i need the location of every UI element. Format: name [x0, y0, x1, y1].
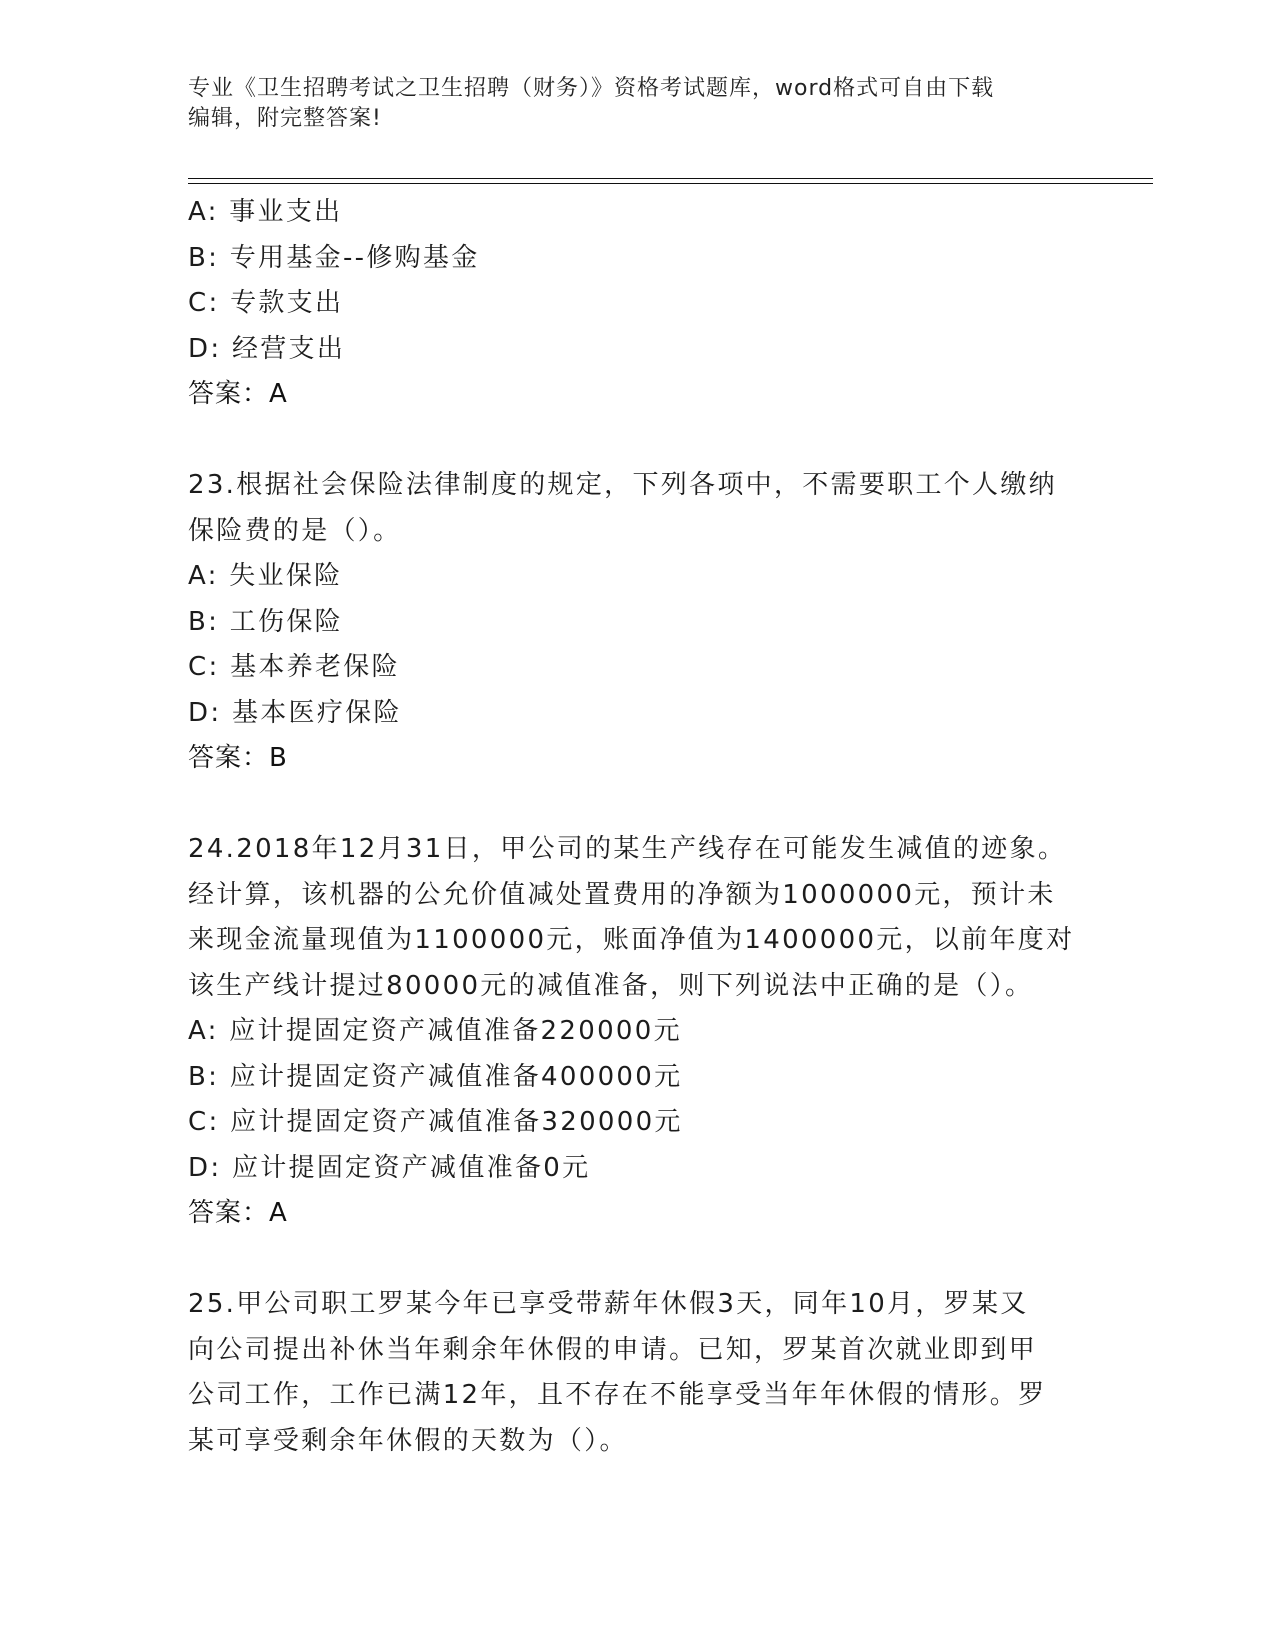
- option-a: A: 事业支出: [188, 197, 343, 227]
- option-d: D: 经营支出: [188, 333, 346, 364]
- option-b: B: 应计提固定资产减值准备400000元: [188, 1061, 683, 1092]
- question-list: [188, 190, 1088, 1464]
- question-24: [188, 827, 1088, 1237]
- option-d: D: 基本医疗保险: [188, 697, 402, 728]
- question-stem-line: 该生产线计提过80000元的减值准备，则下列说法中正确的是（）。: [188, 970, 1034, 1001]
- option-c: C: 基本养老保险: [188, 652, 400, 682]
- question-stem-line: 向公司提出补休当年剩余年休假的申请。已知，罗某首次就业即到甲: [188, 1334, 1038, 1365]
- option-b: B: 专用基金--修购基金: [188, 242, 480, 273]
- document-header: [188, 74, 1088, 134]
- question-stem-line: 25.甲公司职工罗某今年已享受带薪年休假3天，同年10月，罗某又: [188, 1289, 1029, 1319]
- question-stem-line: 24.2018年12月31日，甲公司的某生产线存在可能发生减值的迹象。: [188, 834, 1067, 864]
- question-22: [188, 190, 1088, 418]
- header-line-2: 编辑，附完整答案!: [188, 106, 382, 131]
- question-stem-line: 23.根据社会保险法律制度的规定，下列各项中，不需要职工个人缴纳: [188, 470, 1057, 500]
- question-25: [188, 1282, 1088, 1464]
- option-a: A: 应计提固定资产减值准备220000元: [188, 1016, 682, 1046]
- question-stem-line: 保险费的是（）。: [188, 515, 402, 546]
- question-spacer: [188, 418, 1088, 464]
- question-spacer: [188, 1237, 1088, 1283]
- question-spacer: [188, 782, 1088, 828]
- question-23: [188, 463, 1088, 782]
- answer: 答案：A: [188, 379, 288, 409]
- header-line-1: 专业《卫生招聘考试之卫生招聘（财务）》资格考试题库，word格式可自由下载: [188, 76, 995, 101]
- question-stem-line: 经计算，该机器的公允价值减处置费用的净额为1000000元，预计未: [188, 879, 1056, 910]
- option-b: B: 工伤保险: [188, 606, 343, 637]
- option-c: C: 专款支出: [188, 288, 344, 318]
- header-divider-bottom: [188, 183, 1153, 184]
- question-stem-line: 来现金流量现值为1100000元，账面净值为1400000元，以前年度对: [188, 925, 1075, 955]
- option-c: C: 应计提固定资产减值准备320000元: [188, 1107, 683, 1137]
- question-stem-line: 公司工作，工作已满12年，且不存在不能享受当年年休假的情形。罗: [188, 1380, 1047, 1410]
- option-d: D: 应计提固定资产减值准备0元: [188, 1152, 591, 1183]
- option-a: A: 失业保险: [188, 561, 343, 591]
- answer: 答案：B: [188, 743, 288, 773]
- answer: 答案：A: [188, 1198, 288, 1228]
- question-stem-line: 某可享受剩余年休假的天数为（）。: [188, 1425, 628, 1456]
- header-divider-top: [188, 178, 1153, 179]
